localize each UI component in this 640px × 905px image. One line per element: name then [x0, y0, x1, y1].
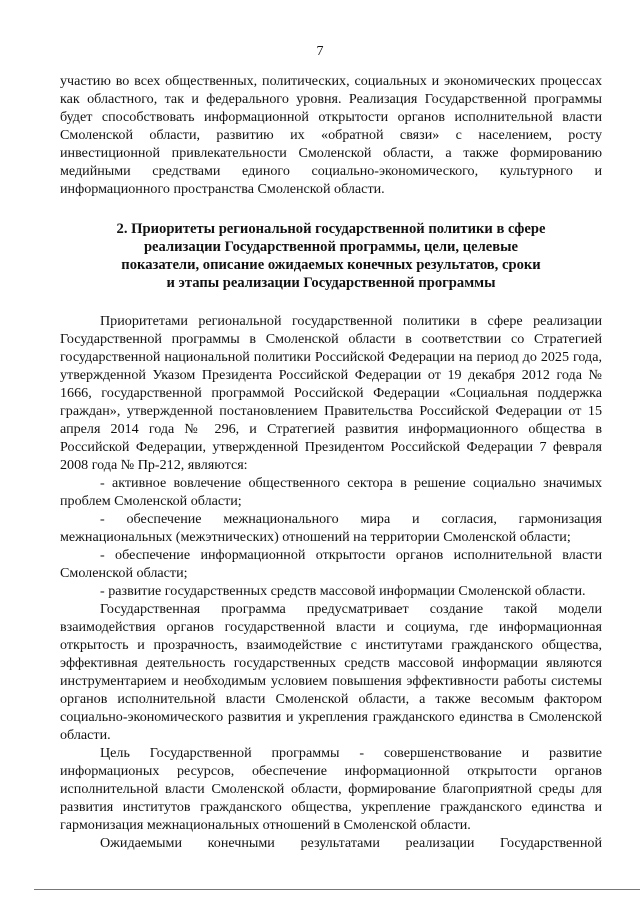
page-number: 7 [316, 44, 324, 59]
page-bottom-divider [34, 889, 640, 890]
paragraph-priorities: Приоритетами региональной государственной политики в сфере реализации Государственной программы в Смоленской области в соответствии со Стратегией государственной национальной политики Российской Федерации на период до 2025 года, утвержденной Указом Президента Российской Федерации от 19 декабря 2012 года № 1666, государственной программой Российской Федерации «Социальная поддержка граждан», утвержденной постановлением Правительства Российской Федерации от 15 апреля 2014 года № 296, и Стратегией развития информационного общества в Российской Федерации, утвержденной Президентом Российской Федерации 7 февраля 2008 года № Пр-212, являются: [60, 313, 602, 473]
paragraph-program-goal: Цель Государственной программы - совершенствование и развитие информационых ресурсов, обеспечение информационной открытости органов исполнительной власти Смоленской области, формирование благоприятной среды для развития институтов гражданского общества, укрепление гражданского единства и гармонизация межнациональных отношений в Смоленской области. [60, 745, 602, 833]
section-heading-line: реализации Государственной программы, цели, целевые [143, 239, 519, 255]
list-item: - обеспечение информационной открытости органов исполнительной власти Смоленской области; [60, 547, 602, 581]
document-body [60, 72, 602, 852]
section-heading-line: 2. Приоритеты региональной государственной политики в сфере [116, 221, 546, 237]
section-heading-line: показатели, описание ожидаемых конечных результатов, сроки [121, 257, 541, 273]
section-heading-line: и этапы реализации Государственной программы [166, 275, 496, 291]
list-item: - активное вовлечение общественного сектора в решение социально значимых проблем Смоленской области; [60, 475, 602, 509]
list-item: - развитие государственных средств массовой информации Смоленской области. [100, 583, 586, 599]
paragraph-continuation: участию во всех общественных, политических, социальных и экономических процессах как областного, так и федерального уровня. Реализация Государственной программы будет способствовать информационной открытости органов исполнительной власти Смоленской области, развитию их «обратной связи» с населением, росту инвестиционной привлекательности Смоленской области, а также формированию медийными средствами единого социально-экономического, культурного и информационного пространства Смоленской области. [60, 73, 602, 197]
section-heading [60, 220, 602, 292]
paragraph-program-model: Государственная программа предусматривает создание такой модели взаимодействия органов государственной власти и социума, где информационная открытость и прозрачность, взаимодействие с институтами гражданского общества, эффективная деятельность государственных средств массовой информации являются инструментарием и необходимым условием повышения эффективности работы системы органов исполнительной власти Смоленской области, а также весомым фактором социально-экономического развития и укрепления гражданского единства в Смоленской области. [60, 601, 602, 743]
list-item: - обеспечение межнационального мира и согласия, гармонизация межнациональных (межэтнических) отношений на территории Смоленской области; [60, 511, 602, 545]
paragraph-expected-results: Ожидаемыми конечными результатами реализации Государственной [100, 835, 602, 851]
